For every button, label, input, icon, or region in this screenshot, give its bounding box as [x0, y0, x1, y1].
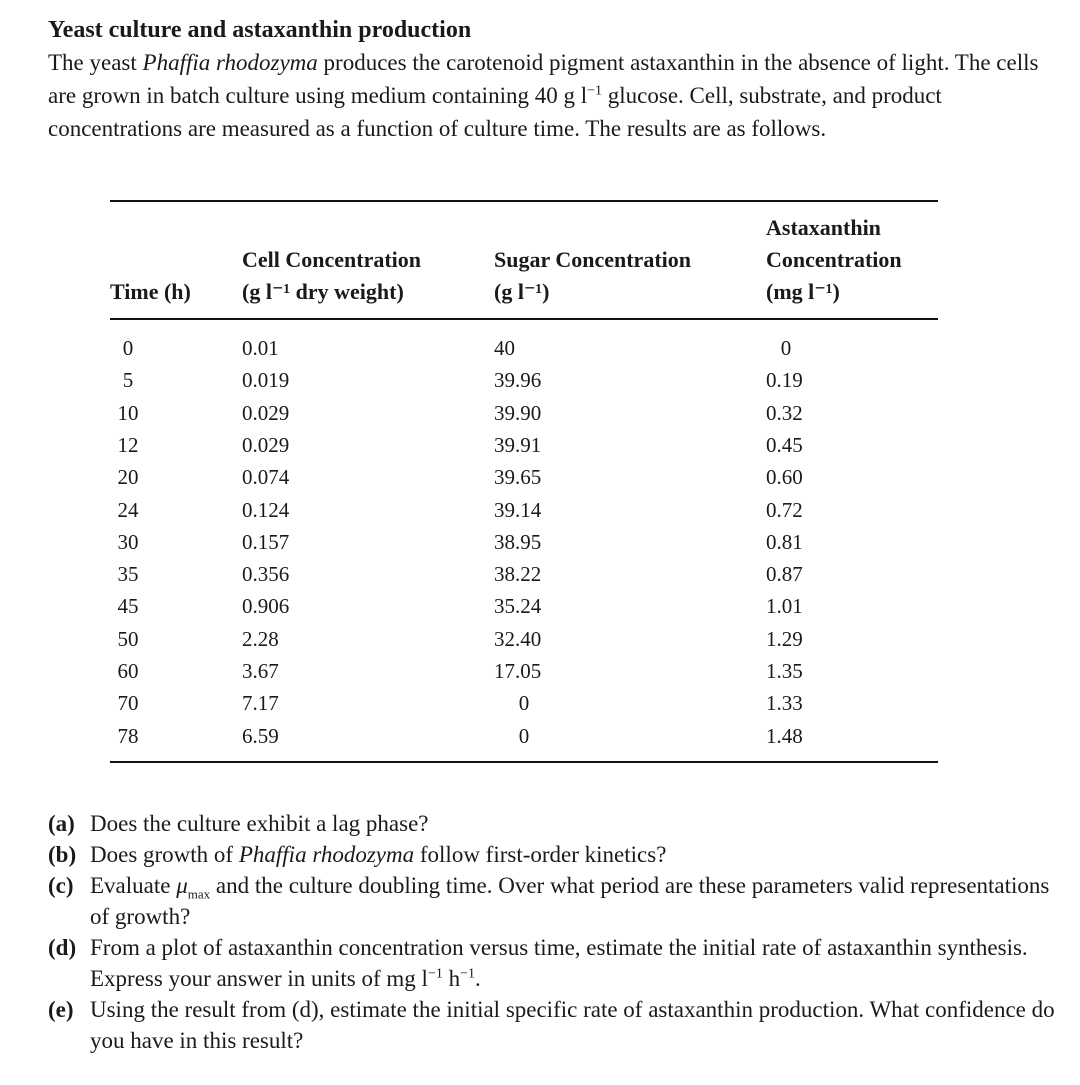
question-d-sup-1: −1 — [427, 966, 443, 982]
table-row — [110, 397, 938, 430]
astaxanthin-concentration-cell: 0.72 — [766, 497, 803, 522]
time-cell: 5 — [122, 368, 134, 393]
intro-text-1: The yeast — [48, 50, 143, 75]
astaxanthin-concentration-cell: 0.32 — [766, 400, 803, 425]
header-cell-concentration — [242, 244, 421, 308]
time-cell: 12 — [117, 432, 139, 457]
table-header-rule — [110, 318, 938, 320]
cell-concentration-cell: 6.59 — [242, 723, 279, 748]
header-sugar-line-1: Sugar Concentration — [494, 247, 691, 272]
astaxanthin-concentration-cell: 1.33 — [766, 691, 803, 716]
question-c — [48, 870, 1058, 932]
astaxanthin-concentration-cell: 1.01 — [766, 594, 803, 619]
cell-concentration-cell: 0.157 — [242, 529, 290, 554]
question-d-text-2: h — [442, 966, 461, 991]
question-b-text-2: follow first-order kinetics? — [414, 842, 667, 867]
sugar-concentration-cell: 39.96 — [494, 368, 542, 393]
question-d-text-3: . — [475, 966, 481, 991]
cell-concentration-cell: 7.17 — [242, 691, 279, 716]
question-d-label: (d) — [48, 935, 77, 960]
time-cell: 35 — [117, 562, 139, 587]
question-b — [48, 839, 1058, 870]
header-time — [110, 276, 191, 308]
sugar-concentration-cell: 35.24 — [494, 594, 542, 619]
cell-concentration-cell: 0.906 — [242, 594, 290, 619]
question-d-sup-2: −1 — [460, 966, 475, 982]
cell-concentration-cell: 0.356 — [242, 562, 290, 587]
organism-name: Phaffia rhodozyma — [142, 50, 318, 75]
header-sugar-line-2: (g l⁻¹) — [494, 279, 550, 304]
sugar-concentration-cell: 39.91 — [494, 432, 542, 457]
header-time-line-1: Time (h) — [110, 279, 191, 304]
question-b-text-1: Does growth of — [90, 842, 239, 867]
time-cell: 45 — [117, 594, 139, 619]
astaxanthin-concentration-cell: 0.81 — [766, 529, 803, 554]
table-row — [110, 590, 938, 623]
time-cell: 78 — [117, 723, 139, 748]
header-sugar-concentration — [494, 244, 691, 308]
header-cell-line-2: (g l⁻¹ dry weight) — [242, 279, 404, 304]
header-astax-line-2: Concentration — [766, 247, 902, 272]
header-astax-line-1: Astaxanthin — [766, 215, 881, 240]
intro-text-2: produces the carotenoid pigment astaxanthin in the absence of light. The cells are grown in batch culture using medium containing 40 g l — [48, 50, 1039, 108]
question-d-text-1: From a plot of astaxanthin concentration versus time, estimate the initial rate of astaxanthin synthesis. Express your answer in units of mg l — [90, 935, 1028, 991]
question-c-mu: μ — [176, 873, 188, 898]
table-row — [110, 364, 938, 397]
question-e-label: (e) — [48, 997, 74, 1022]
cell-concentration-cell: 2.28 — [242, 626, 279, 651]
astaxanthin-concentration-cell: 1.29 — [766, 626, 803, 651]
astaxanthin-concentration-cell: 0.60 — [766, 465, 803, 490]
question-d — [48, 932, 1058, 994]
cell-concentration-cell: 0.01 — [242, 336, 279, 360]
question-e-text: Using the result from (d), estimate the initial specific rate of astaxanthin production. What confidence do you have in this result? — [90, 997, 1055, 1053]
question-b-label: (b) — [48, 842, 77, 867]
sugar-concentration-cell: 39.90 — [494, 400, 542, 425]
table-row — [110, 494, 938, 527]
astaxanthin-concentration-cell: 0 — [780, 336, 792, 360]
table-row — [110, 461, 938, 494]
time-cell: 20 — [117, 465, 139, 490]
cell-concentration-cell: 0.074 — [242, 465, 290, 490]
question-c-text-2: and the culture doubling time. Over what period are these parameters valid representations of growth? — [90, 873, 1050, 929]
cell-concentration-cell: 0.029 — [242, 400, 290, 425]
time-cell: 50 — [117, 626, 139, 651]
question-c-subscript: max — [187, 886, 211, 902]
time-cell: 70 — [117, 691, 139, 716]
astaxanthin-concentration-cell: 1.48 — [766, 723, 803, 748]
sugar-concentration-cell: 0 — [518, 691, 530, 716]
cell-concentration-cell: 0.029 — [242, 432, 290, 457]
sugar-concentration-cell: 38.95 — [494, 529, 542, 554]
sugar-concentration-cell: 38.22 — [494, 562, 542, 587]
question-list — [48, 808, 1058, 1056]
question-c-text-1: Evaluate — [90, 873, 177, 898]
table-row — [110, 526, 938, 559]
table-row — [110, 655, 938, 688]
question-a-text: Does the culture exhibit a lag phase? — [90, 811, 429, 836]
astaxanthin-concentration-cell: 0.19 — [766, 368, 803, 393]
sugar-concentration-cell: 17.05 — [494, 659, 542, 683]
time-cell: 60 — [117, 659, 139, 683]
header-cell-line-1: Cell Concentration — [242, 247, 422, 272]
sugar-concentration-cell: 39.65 — [494, 465, 542, 490]
table-row — [110, 332, 938, 365]
sugar-concentration-cell: 32.40 — [494, 626, 542, 651]
cell-concentration-cell: 0.019 — [242, 368, 290, 393]
table-row — [110, 623, 938, 656]
sugar-concentration-cell: 40 — [494, 336, 515, 360]
intro-text-3: glucose. Cell, substrate, and product concentrations are measured as a function of culture time. The results are as follows. — [48, 83, 942, 141]
astaxanthin-concentration-cell: 0.87 — [766, 562, 803, 587]
intro-paragraph — [48, 46, 1048, 145]
question-e — [48, 994, 1058, 1056]
question-b-organism: Phaffia rhodozyma — [238, 842, 415, 867]
question-c-label: (c) — [48, 873, 74, 898]
table-top-rule — [110, 200, 938, 202]
sugar-concentration-cell: 0 — [518, 723, 530, 748]
time-cell: 0 — [122, 336, 134, 360]
intro-superscript: −1 — [587, 83, 603, 99]
sugar-concentration-cell: 39.14 — [494, 497, 542, 522]
table-row — [110, 558, 938, 591]
table-row — [110, 720, 938, 753]
header-astax-line-3: (mg l⁻¹) — [766, 279, 840, 304]
time-cell: 30 — [117, 529, 139, 554]
header-astaxanthin-concentration — [766, 212, 902, 308]
time-cell: 10 — [117, 400, 139, 425]
problem-intro — [48, 14, 1048, 145]
time-cell: 24 — [117, 497, 139, 522]
astaxanthin-concentration-cell: 1.35 — [766, 659, 803, 683]
question-a — [48, 808, 1058, 839]
table-row — [110, 687, 938, 720]
problem-title: Yeast culture and astaxanthin production — [48, 17, 472, 43]
table-row — [110, 429, 938, 462]
cell-concentration-cell: 3.67 — [242, 659, 279, 683]
question-a-label: (a) — [48, 811, 75, 836]
table-bottom-rule — [110, 761, 938, 763]
astaxanthin-concentration-cell: 0.45 — [766, 432, 803, 457]
cell-concentration-cell: 0.124 — [242, 497, 290, 522]
